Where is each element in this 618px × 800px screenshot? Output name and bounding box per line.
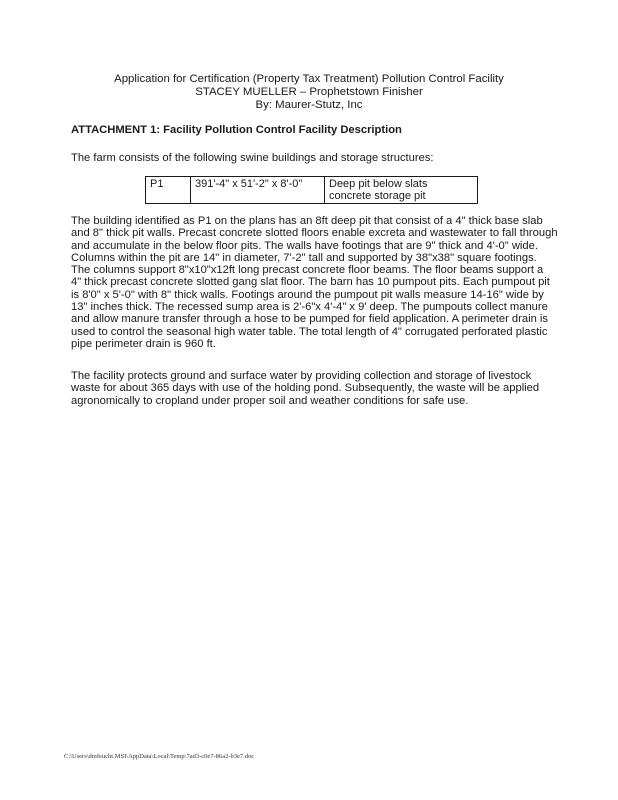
paragraph-line: agronomically to cropland under proper soil and weather conditions for safe use. (71, 394, 469, 407)
paragraph-line: 4" thick precast concrete slotted gang slat floor. The barn has 10 pumpout pits. Each pumpout pit (71, 276, 550, 289)
table-row (146, 177, 478, 204)
protection-paragraph (71, 370, 566, 407)
structures-table (145, 176, 478, 204)
paragraph-line: 13" inches thick. The recessed sump area is 2'-6"x 4'-4" x 9' deep. The pumpouts collect manure (71, 301, 548, 314)
attachment-heading: ATTACHMENT 1: Facility Pollution Control Facility Description (71, 124, 402, 136)
building-description-paragraph (71, 215, 566, 350)
header-preparer: By: Maurer-Stutz, Inc (255, 99, 363, 111)
intro-text: The farm consists of the following swine buildings and storage structures: (71, 152, 434, 164)
header-title: Application for Certification (Property Tax Treatment) Pollution Control Facility (114, 73, 504, 85)
paragraph-line: pipe perimeter drain is 960 ft. (71, 337, 216, 350)
structure-description-cell (325, 177, 478, 204)
paragraph-line: waste for about 365 days with use of the holding pond. Subsequently, the waste will be applied (71, 382, 540, 395)
paragraph-line: The building identified as P1 on the plans has an 8ft deep pit that consist of a 4" thick base slab (71, 215, 543, 227)
structure-dimensions-cell: 391'-4" x 51'-2" x 8'-0" (191, 177, 325, 204)
document-header (0, 73, 618, 112)
paragraph-line: and accumulate in the below floor pits. The walls have footings that are 9" thick and 4'-0" wide. (71, 239, 538, 252)
description-line: concrete storage pit (329, 190, 426, 202)
footer-file-path: C:\Users\dmfeucht.MSI\AppData\Local\Temp\7ad3-c0e7-86a2-b3e7.doc (64, 753, 255, 760)
header-applicant: STACEY MUELLER – Prophetstown Finisher (195, 86, 423, 98)
paragraph-line: The columns support 8"x10"x12ft long precast concrete floor beams. The floor beams support a (71, 264, 544, 277)
structure-id-cell: P1 (146, 177, 191, 204)
paragraph-line: The facility protects ground and surface water by providing collection and storage of livestock (71, 370, 532, 382)
description-line: Deep pit below slats (329, 178, 428, 190)
paragraph-line: and 8" thick pit walls. Precast concrete slotted floors enable excreta and wastewater to fall through (71, 227, 558, 240)
paragraph-line: is 8'0" x 5'-0" with 8" thick walls. Footings around the pumpout pit walls measure 14-16" wide by (71, 288, 544, 301)
paragraph-line: used to control the seasonal high water table. The total length of 4" corrugated perforated plastic (71, 325, 548, 338)
paragraph-line: and allow manure transfer through a hose to be pumped for field application. A perimeter drain is (71, 313, 548, 326)
paragraph-line: Columns within the pit are 14" in diameter, 7'-2" tall and supported by 38"x38" square footings. (71, 251, 537, 264)
